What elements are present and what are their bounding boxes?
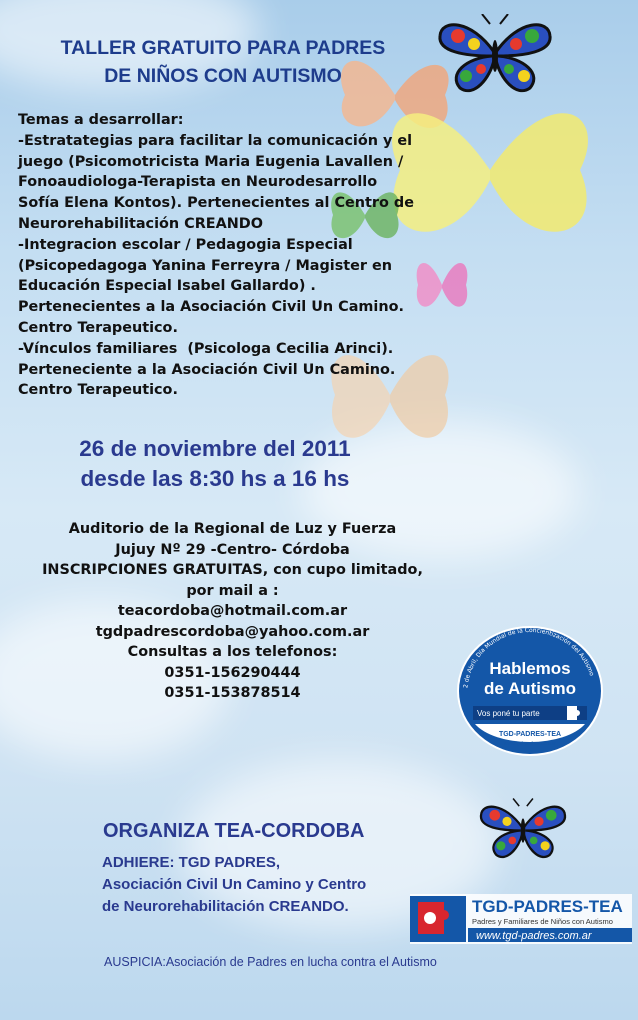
venue-line: INSCRIPCIONES GRATUITAS, con cupo limitado, (42, 562, 423, 578)
title-line: TALLER GRATUITO PARA PADRES (60, 37, 386, 59)
venue-line: Consultas a los telefonos: (127, 644, 338, 660)
topics-line: juego (Psicomotricista Maria Eugenia Lavallen / (18, 153, 404, 170)
topics-line: Temas a desarrollar: (18, 112, 184, 128)
phone-number: 0351-156290444 (164, 664, 301, 681)
sponsor-line: AUSPICIA:Asociación de Padres en lucha contra el Autismo (104, 955, 437, 969)
tgd-logo-url[interactable]: www.tgd-padres.com.ar (476, 930, 592, 942)
event-date: 26 de noviembre del 2011 (79, 436, 351, 461)
topics-line: Perteneciente a la Asociación Civil Un Camino. (18, 361, 396, 378)
tgd-logo-name: TGD-PADRES-TEA (472, 897, 623, 916)
adhiere-line: de Neurorehabilitación CREANDO. (102, 898, 349, 915)
topics-line: -Estratategias para facilitar la comunicación y el (18, 132, 413, 149)
topics-line: Sofía Elena Kontos). Pertenecientes al Centro de (18, 195, 414, 212)
hablemos-de-autismo-badge (455, 624, 605, 758)
tgd-logo-subtitle: Padres y Familiares de Niños con Autismo (472, 917, 613, 926)
event-time: desde las 8:30 hs a 16 hs (80, 466, 350, 491)
puzzle-butterfly-icon (436, 14, 554, 94)
badge-arc-text: 2 de Abril, Día Mundial de la Concientización del Autismo (462, 626, 596, 689)
phone-number: 0351-153878514 (164, 685, 301, 701)
topics-line: Fonoaudiologa-Terapista en Neurodesarrollo (18, 174, 378, 191)
email-link[interactable]: tgdpadrescordoba@yahoo.com.ar (95, 623, 370, 640)
tgd-padres-tea-logo (410, 894, 632, 944)
badge-line2: de Autismo (484, 679, 576, 698)
badge-url: www.tgd-padres.com.ar (503, 741, 557, 747)
title-line: DE NIÑOS CON AUTISMO (104, 65, 342, 87)
topics-line: (Psicopedagoga Yanina Ferreyra / Magister en (18, 257, 393, 274)
adhiere-line: Asociación Civil Un Camino y Centro (102, 876, 367, 893)
page-title (18, 34, 428, 90)
venue-line: Jujuy Nº 29 -Centro- Córdoba (115, 541, 350, 558)
venue-line: por mail a : (186, 582, 279, 599)
venue-line: Auditorio de la Regional de Luz y Fuerza (68, 521, 397, 537)
topics-line: Neurorehabilitación CREANDO (18, 215, 263, 232)
organizer-title: ORGANIZA TEA-CORDOBA (103, 820, 365, 842)
badge-line1: Hablemos (489, 659, 571, 678)
adhiere-block (102, 852, 366, 918)
badge-tagline: Vos poné tu parte (477, 709, 540, 718)
topics-line: Centro Terapeutico. (18, 319, 178, 336)
topics-line: Pertenecientes a la Asociación Civil Un Camino. (18, 299, 404, 316)
venue-contact-block (10, 519, 455, 704)
adhiere-line: ADHIERE: TGD PADRES, (102, 854, 281, 871)
topics-line: Educación Especial Isabel Gallardo) . (18, 278, 316, 295)
topics-line: -Vínculos familiares (Psicologa Cecilia Arinci). (18, 340, 394, 357)
badge-footer: TGD-PADRES-TEA (498, 731, 562, 738)
email-link[interactable]: teacordoba@hotmail.com.ar (117, 603, 348, 619)
topics-line: -Integracion escolar / Pedagogia Especial (18, 236, 353, 253)
topics-line: Centro Terapeutico. (18, 382, 178, 399)
topics-block (18, 110, 448, 401)
event-date-block (20, 434, 410, 494)
puzzle-butterfly-icon (478, 794, 568, 864)
